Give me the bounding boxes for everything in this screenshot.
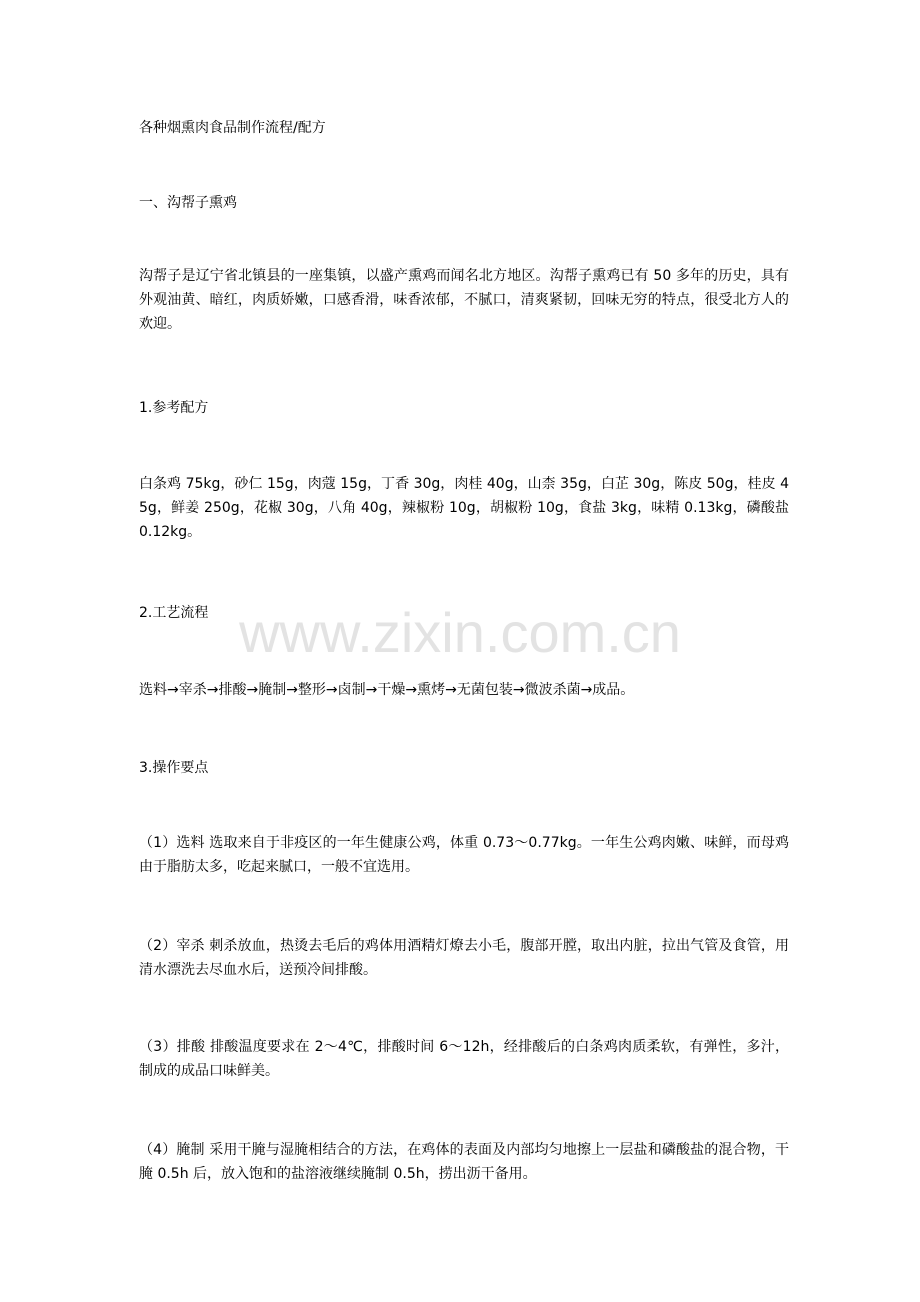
document-title: 各种烟熏肉食品制作流程/配方 [139,120,326,136]
point-slaughter-paragraph: （2）宰杀 刺杀放血，热烫去毛后的鸡体用酒精灯燎去小毛，腹部开膛，取出内脏，拉出气管及食管，用清水漂洗去尽血水后，送预冷间排酸。 [139,938,789,978]
process-heading: 2.工艺流程 [139,605,209,621]
section-heading-goubangzi-chicken: 一、沟帮子熏鸡 [139,195,237,211]
point-acid-removal-paragraph: （3）排酸 排酸温度要求在 2～4℃，排酸时间 6～12h，经排酸后的白条鸡肉质柔软，有弹性，多汁，制成的成品口味鲜美。 [139,1039,789,1079]
formula-paragraph: 白条鸡 75kg，砂仁 15g，肉蔻 15g，丁香 30g，肉桂 40g，山柰 35g，白芷 30g，陈皮 50g，桂皮 45g，鲜姜 250g，花椒 30g，八角 40g，辣椒粉 10g，胡椒粉 10g，食盐 3kg，味精 0.13kg，磷酸盐 0.12kg。 [139,476,789,540]
formula-heading: 1.参考配方 [139,400,209,416]
point-selection-paragraph: （1）选料 选取来自于非疫区的一年生健康公鸡，体重 0.73～0.77kg。一年生公鸡肉嫩、味鲜，而母鸡由于脂肪太多，吃起来腻口，一般不宜选用。 [139,835,789,875]
watermark-text: www.zixin.com.cn [239,601,681,664]
point-curing-paragraph: （4）腌制 采用干腌与湿腌相结合的方法，在鸡体的表面及内部均匀地擦上一层盐和磷酸盐的混合物，干腌 0.5h 后，放入饱和的盐溶液继续腌制 0.5h，捞出沥干备用。 [139,1142,789,1182]
intro-paragraph: 沟帮子是辽宁省北镇县的一座集镇，以盛产熏鸡而闻名北方地区。沟帮子熏鸡已有 50 多年的历史，具有外观油黄、暗红，肉质娇嫩，口感香滑，味香浓郁，不腻口，清爽紧韧，回味无穷的特点，很受北方人的欢迎。 [139,268,789,332]
process-paragraph: 选料→宰杀→排酸→腌制→整形→卤制→干燥→熏烤→无菌包装→微波杀菌→成品。 [139,682,635,698]
operation-points-heading: 3.操作要点 [139,760,209,776]
